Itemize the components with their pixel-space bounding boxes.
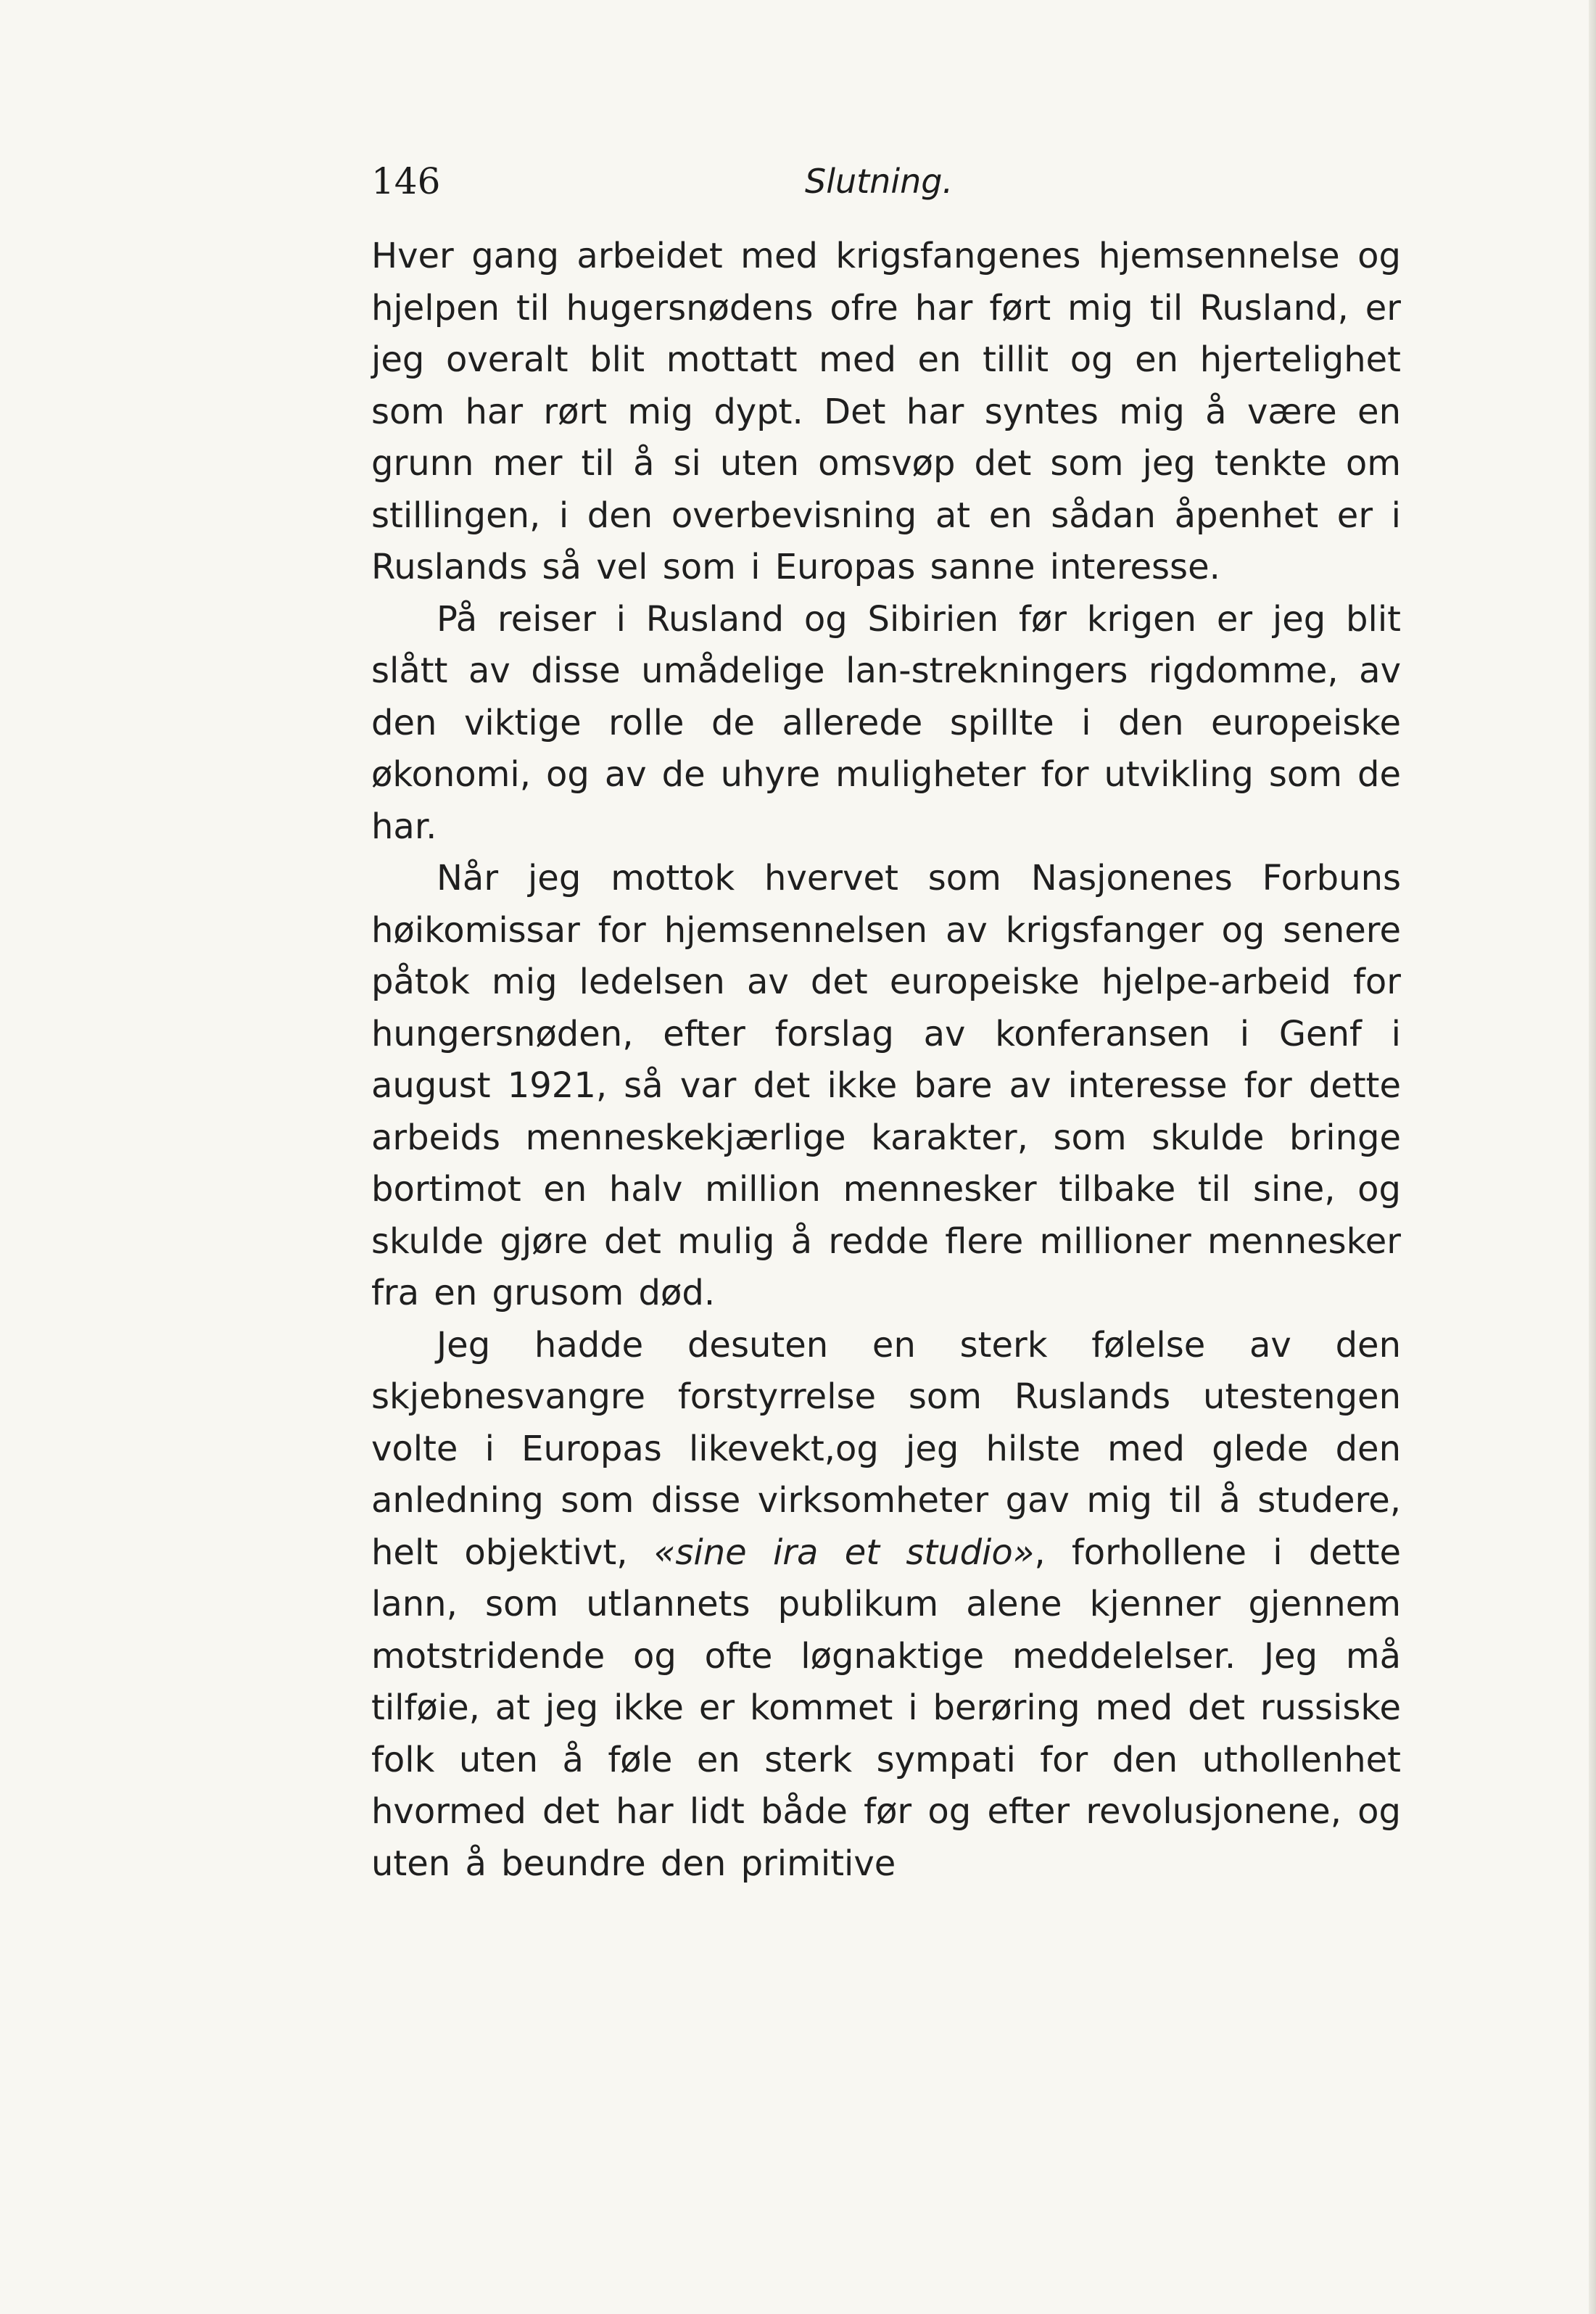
- paragraph-4: [371, 1320, 1401, 1891]
- page-edge-shadow: [1589, 0, 1596, 2314]
- paragraph-4-text-after: , forhollene i dette lann, som utlannets publikum alene kjenner gjennem motstridende og ofte løgnaktige meddelelser. Jeg må tilføie, at jeg ikke er kommet i berøring med det russiske folk uten å føle en sterk sympati for den uthollenhet hvormed det har lidt både før og efter revolusjonene, og uten å beundre den primitive: [371, 1532, 1402, 1884]
- page-header: [371, 152, 1401, 210]
- paragraph-1: Hver gang arbeidet med krigsfangenes hjemsennelse og hjelpen til hugersnødens ofre har ført mig til Rusland, er jeg overalt blit mottatt med en tillit og en hjertelighet som har rørt mig dypt. Det har syntes mig å være en grunn mer til å si uten omsvøp det som jeg tenkte om stillingen, i den overbevisning at en sådan åpenhet er i Ruslands så vel som i Europas sanne interesse.: [371, 236, 1401, 587]
- latin-phrase: «sine ira et studio»: [653, 1532, 1035, 1573]
- paragraph-4-text-before: Jeg hadde desuten en sterk følelse av den skjebnesvangre forstyrrelse som Ruslands utestengen volte i Europas likevekt,og jeg hilste med glede den anledning som disse virksomheter gav mig til å studere, helt objektivt,: [371, 1324, 1401, 1573]
- page-number: 146: [371, 160, 441, 202]
- paragraph-3: Når jeg mottok hvervet som Nasjonenes Forbuns høikomissar for hjemsennelsen av krigsfanger og senere påtok mig ledelsen av det europeiske hjelpe-arbeid for hungersnøden, efter forslag av konferansen i Genf i august 1921, så var det ikke bare av interesse for dette arbeids menneskekjærlige karakter, som skulde bringe bortimot en halv million mennesker tilbake til sine, og skulde gjøre det mulig å redde flere millioner mennesker fra en grusom død.: [371, 858, 1401, 1313]
- running-head: Slutning.: [805, 162, 954, 201]
- paragraph-2: På reiser i Rusland og Sibirien før krigen er jeg blit slått av disse umådelige lan-strekningers rigdomme, av den viktige rolle de allerede spillte i den europeiske økonomi, og av de uhyre muligheter for utvikling som de har.: [371, 598, 1401, 847]
- body-text: [371, 231, 1401, 1890]
